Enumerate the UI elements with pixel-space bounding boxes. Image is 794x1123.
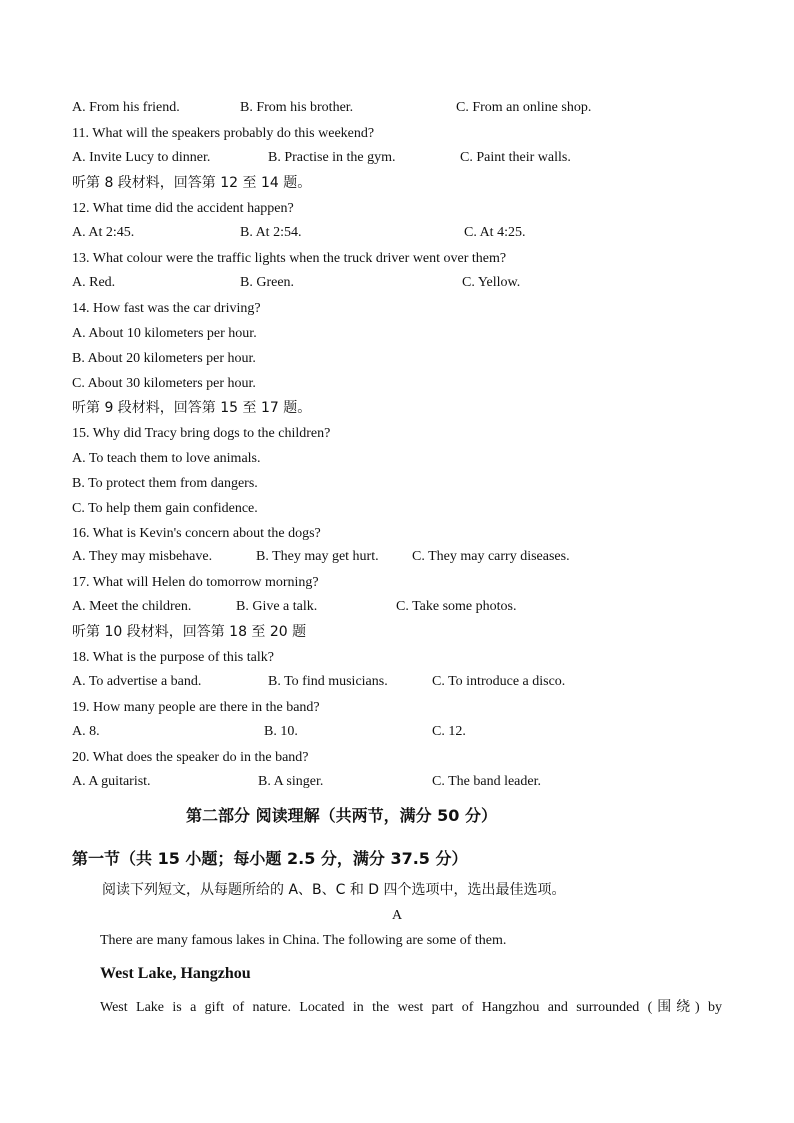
- q20-option-b: B. A singer.: [258, 774, 324, 789]
- q10-option-c: C. From an online shop.: [456, 100, 592, 115]
- q16-option-a: A. They may misbehave.: [72, 549, 213, 564]
- q18-option-b: B. To find musicians.: [268, 674, 388, 689]
- q11-option-c: C. Paint their walls.: [460, 150, 571, 165]
- passage-intro: There are many famous lakes in China. The following are some of them.: [100, 933, 507, 948]
- q17-option-b: B. Give a talk.: [236, 599, 318, 614]
- q20-question: 20. What does the speaker do in the band?: [72, 750, 309, 765]
- q14-question: 14. How fast was the car driving?: [72, 301, 261, 316]
- q12-option-b: B. At 2:54.: [240, 225, 302, 240]
- q11-option-a: A. Invite Lucy to dinner.: [72, 150, 211, 165]
- q10-option-a: A. From his friend.: [72, 100, 180, 115]
- section-10-instruction: 听第 10 段材料，回答第 18 至 20 题: [72, 624, 307, 640]
- q15-option-b: B. To protect them from dangers.: [72, 476, 258, 491]
- q11-option-b: B. Practise in the gym.: [268, 150, 396, 165]
- q15-question: 15. Why did Tracy bring dogs to the children?: [72, 426, 331, 441]
- q19-option-c: C. 12.: [432, 724, 466, 739]
- q12-question: 12. What time did the accident happen?: [72, 201, 294, 216]
- q18-option-a: A. To advertise a band.: [72, 674, 202, 689]
- q14-option-b: B. About 20 kilometers per hour.: [72, 351, 256, 366]
- q17-option-a: A. Meet the children.: [72, 599, 192, 614]
- west-lake-title: West Lake, Hangzhou: [100, 965, 251, 982]
- q15-option-c: C. To help them gain confidence.: [72, 501, 258, 516]
- part-2-title: 第二部分 阅读理解（共两节，满分 50 分）: [186, 806, 497, 825]
- q19-question: 19. How many people are there in the band?: [72, 700, 320, 715]
- q15-option-a: A. To teach them to love animals.: [72, 451, 261, 466]
- q10-option-b: B. From his brother.: [240, 100, 354, 115]
- q20-option-a: A. A guitarist.: [72, 774, 151, 789]
- q14-option-a: A. About 10 kilometers per hour.: [72, 326, 257, 341]
- q13-option-b: B. Green.: [240, 275, 295, 290]
- q13-option-c: C. Yellow.: [462, 275, 521, 290]
- q18-question: 18. What is the purpose of this talk?: [72, 650, 274, 665]
- passage-label: A: [391, 908, 403, 923]
- q12-option-a: A. At 2:45.: [72, 225, 135, 240]
- q16-option-c: C. They may carry diseases.: [412, 549, 570, 564]
- reading-instructions: 阅读下列短文，从每题所给的 A、B、C 和 D 四个选项中，选出最佳选项。: [102, 882, 566, 898]
- section-8-instruction: 听第 8 段材料，回答第 12 至 14 题。: [72, 175, 312, 191]
- q16-question: 16. What is Kevin's concern about the dogs?: [72, 526, 321, 541]
- q16-option-b: B. They may get hurt.: [256, 549, 379, 564]
- q18-option-c: C. To introduce a disco.: [432, 674, 566, 689]
- q19-option-b: B. 10.: [264, 724, 298, 739]
- q11-question: 11. What will the speakers probably do this weekend?: [72, 126, 375, 141]
- q12-option-c: C. At 4:25.: [464, 225, 526, 240]
- section-9-instruction: 听第 9 段材料，回答第 15 至 17 题。: [72, 400, 312, 416]
- q14-option-c: C. About 30 kilometers per hour.: [72, 376, 256, 391]
- q20-option-c: C. The band leader.: [432, 774, 541, 789]
- q13-option-a: A. Red.: [72, 275, 116, 290]
- section-1-title: 第一节（共 15 小题；每小题 2.5 分，满分 37.5 分）: [72, 849, 468, 868]
- q19-option-a: A. 8.: [72, 724, 100, 739]
- q17-question: 17. What will Helen do tomorrow morning?: [72, 575, 319, 590]
- q13-question: 13. What colour were the traffic lights when the truck driver went over them?: [72, 251, 507, 266]
- q17-option-c: C. Take some photos.: [396, 599, 517, 614]
- west-lake-text: West Lake is a gift of nature. Located in the west part of Hangzhou and surrounded (围绕) by: [100, 1000, 722, 1015]
